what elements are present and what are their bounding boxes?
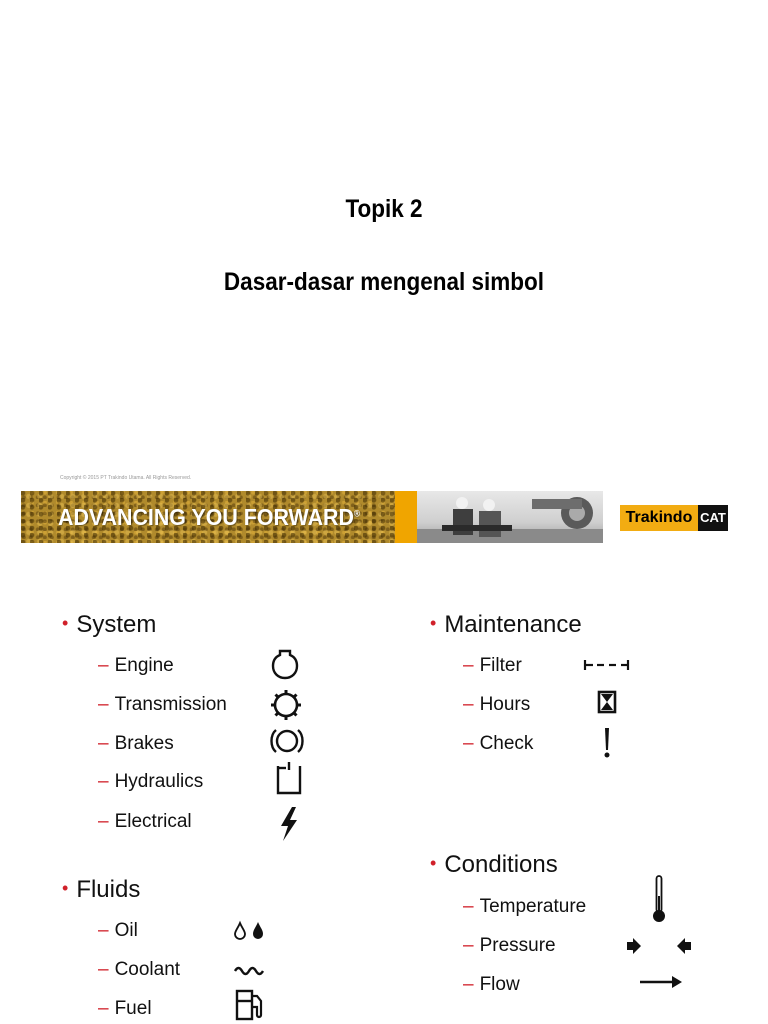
list-item-oil: – Oil (98, 920, 138, 941)
filter-icon (583, 658, 631, 672)
list-item-hours: – Hours (463, 694, 531, 715)
oil-drops-icon (233, 920, 267, 940)
banner-tagline: ADVANCING YOU FORWARD® (58, 504, 361, 530)
coolant-wave-icon (233, 962, 265, 976)
flow-arrow-icon (638, 974, 684, 990)
list-item-brakes: – Brakes (98, 733, 174, 754)
exclamation-icon (601, 726, 613, 760)
fuel-pump-icon (234, 988, 266, 1022)
list-item-flow: – Flow (463, 974, 520, 995)
list-item-engine: – Engine (98, 655, 174, 676)
hourglass-icon (597, 690, 617, 714)
workers-photo-icon (417, 491, 603, 543)
banner (21, 491, 603, 543)
list-item-fuel: – Fuel (98, 998, 152, 1019)
hydraulics-icon (274, 760, 304, 796)
section-system-heading: • System (62, 611, 157, 638)
section-fluids-heading: • Fluids (62, 876, 141, 903)
transmission-gear-icon (268, 688, 304, 722)
lightning-icon (277, 806, 301, 842)
banner-stripe (395, 491, 417, 543)
topic-title: Topik 2 (345, 195, 423, 223)
topic-subtitle: Dasar-dasar mengenal simbol (223, 268, 545, 296)
list-item-pressure: – Pressure (463, 935, 556, 956)
copyright-notice: Copyright © 2015 PT Trakindo Utama. All Rights Reserved. (60, 475, 192, 481)
brakes-icon (268, 726, 306, 756)
list-item-coolant: – Coolant (98, 959, 181, 980)
trakindo-cat-logo: Trakindo CAT (620, 505, 728, 531)
engine-icon (270, 648, 300, 680)
thermometer-icon (650, 874, 668, 924)
section-conditions-heading: • Conditions (430, 851, 558, 878)
list-item-hydraulics: – Hydraulics (98, 771, 204, 792)
list-item-check: – Check (463, 733, 534, 754)
pressure-arrows-icon (625, 936, 693, 956)
section-maintenance-heading: • Maintenance (430, 611, 582, 638)
list-item-filter: – Filter (463, 655, 522, 676)
list-item-transmission: – Transmission (98, 694, 227, 715)
list-item-electrical: – Electrical (98, 811, 192, 832)
banner-photo (417, 491, 603, 543)
list-item-temperature: – Temperature (463, 896, 587, 917)
